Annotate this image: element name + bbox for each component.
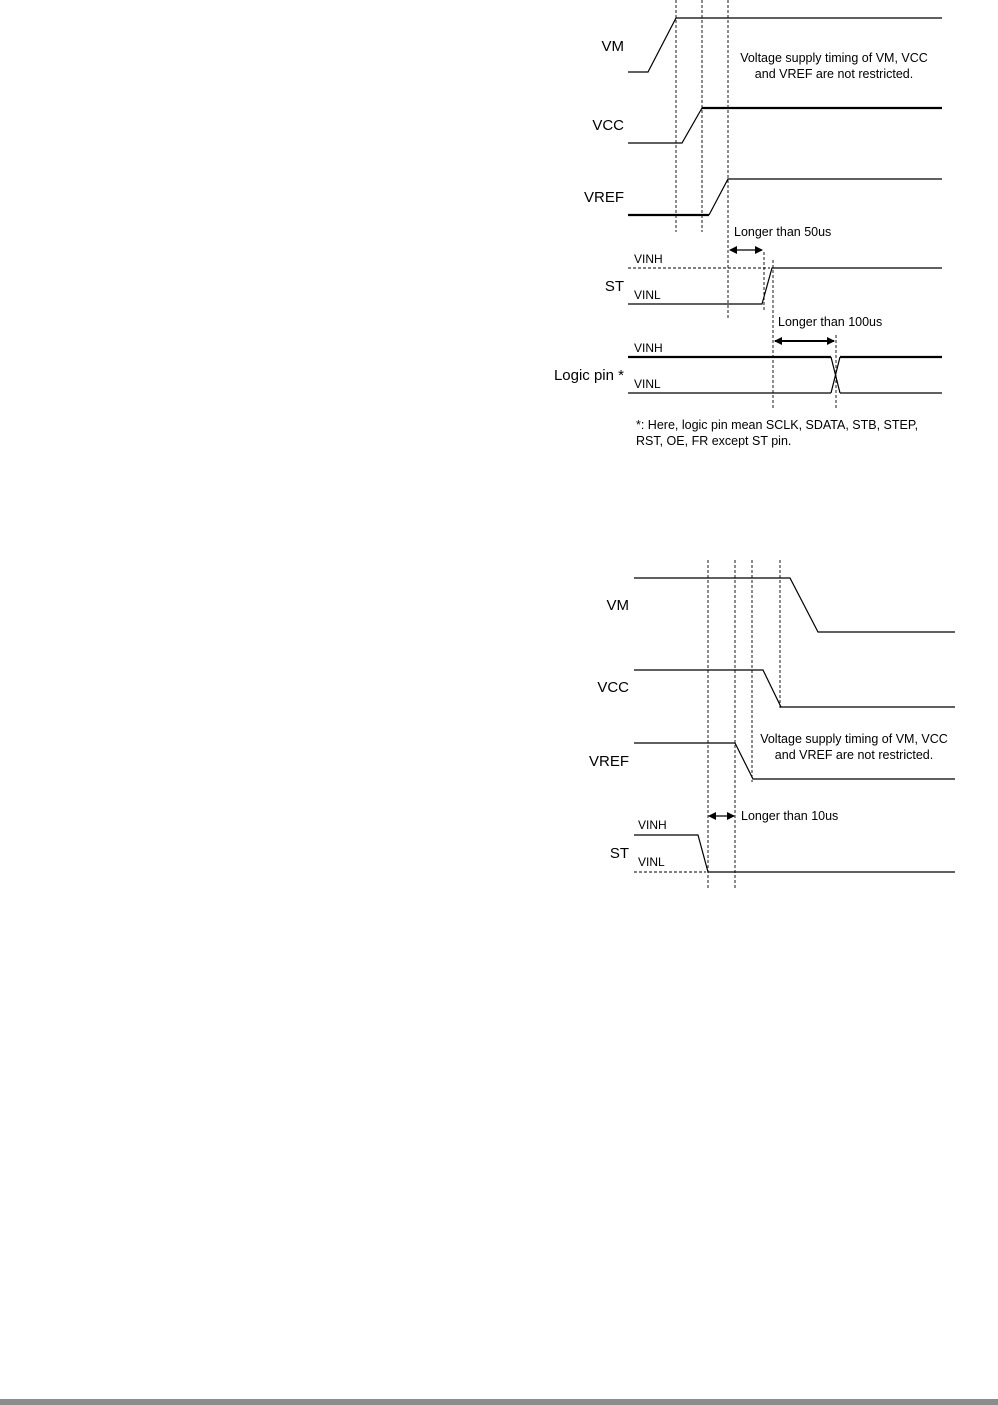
- st-vinh-label: VINH: [634, 252, 663, 266]
- off-supply-note-line1: Voltage supply timing of VM, VCC: [760, 732, 948, 746]
- supply-note-line1: Voltage supply timing of VM, VCC: [740, 51, 928, 65]
- logic-pin-label: Logic pin *: [553, 367, 624, 384]
- page-footer-bar: [0, 1399, 998, 1405]
- footnote-line1: *: Here, logic pin mean SCLK, SDATA, STB, STEP,: [636, 418, 919, 432]
- logic-vinh-label: VINH: [634, 341, 663, 355]
- supply-note-line2: and VREF are not restricted.: [754, 67, 914, 81]
- off-vref-label: VREF: [588, 753, 629, 770]
- off-vcc-label: VCC: [597, 679, 629, 696]
- off-st-label: ST: [609, 845, 629, 862]
- off-vm-waveform: [634, 578, 955, 632]
- st-vinl-label: VINL: [634, 288, 661, 302]
- off-vcc-waveform: [634, 670, 955, 707]
- timing-logic-label: Longer than 100us: [778, 315, 883, 329]
- st-label: ST: [604, 278, 624, 295]
- off-st-vinh-label: VINH: [638, 818, 667, 832]
- vref-waveform-rise: [709, 179, 942, 215]
- off-st-waveform: [634, 835, 955, 872]
- off-vm-label: VM: [606, 597, 629, 614]
- vcc-label: VCC: [592, 117, 624, 134]
- off-timing-st-label: Longer than 10us: [741, 809, 839, 823]
- power-on-diagram: [554, 0, 942, 448]
- st-waveform: [628, 268, 942, 304]
- footnote-line2: RST, OE, FR except ST pin.: [636, 434, 792, 448]
- off-st-vinl-label: VINL: [638, 855, 665, 869]
- vm-label: VM: [601, 38, 624, 55]
- off-supply-note-line2: and VREF are not restricted.: [774, 748, 934, 762]
- power-off-diagram: [589, 560, 955, 890]
- vref-label: VREF: [583, 189, 624, 206]
- logic-vinl-label: VINL: [634, 377, 661, 391]
- timing-st-label: Longer than 50us: [734, 225, 832, 239]
- vcc-waveform-rise: [628, 108, 702, 143]
